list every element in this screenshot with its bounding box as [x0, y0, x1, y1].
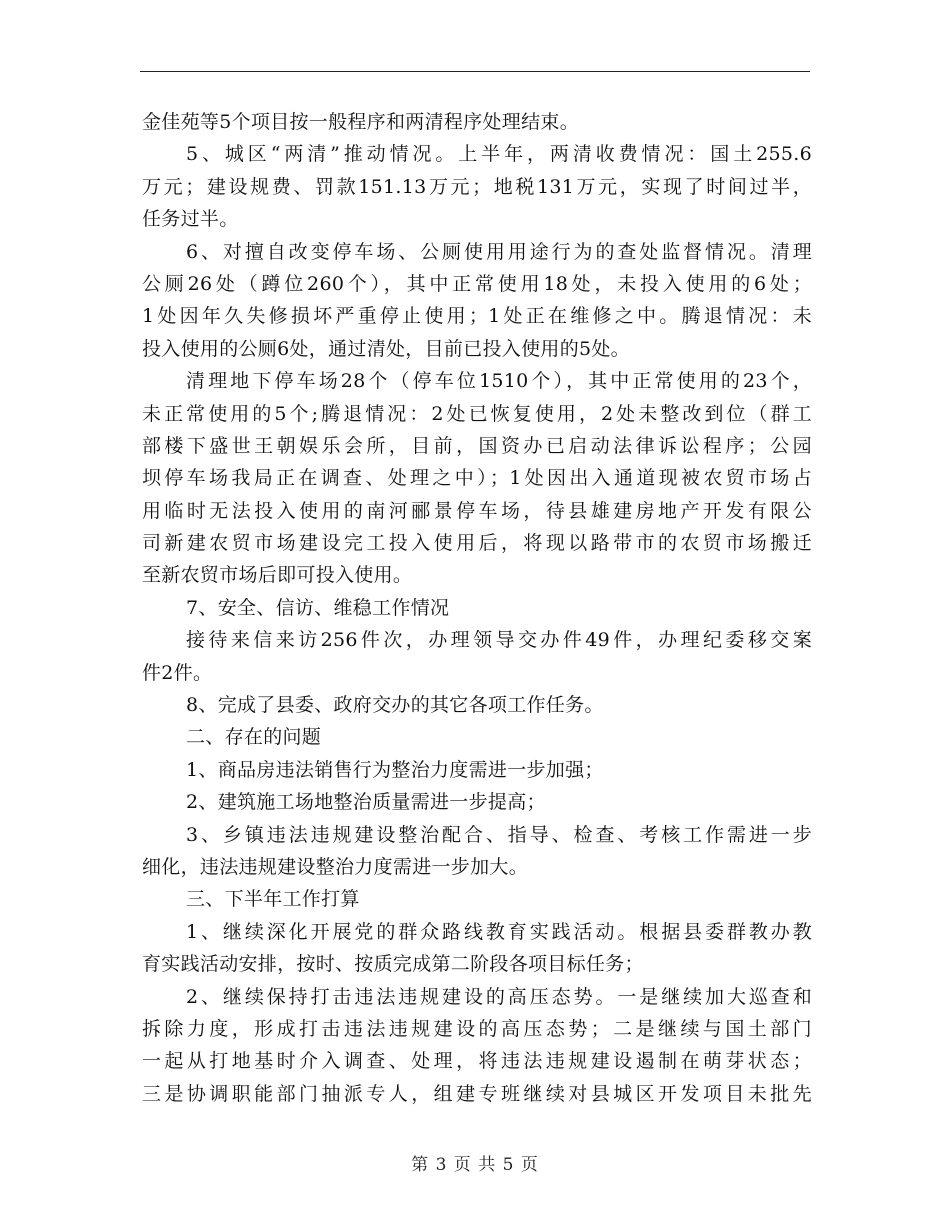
text-line: 用临时无法投入使用的南河郦景停车场，待县雄建房地产开发有限公 — [142, 499, 812, 522]
text-line: 2、继续保持打击违法违规建设的高压态势。一是继续加大巡查和 — [186, 985, 812, 1008]
page-footer: 第 3 页 共 5 页 — [411, 1155, 539, 1175]
header-rule — [140, 71, 810, 72]
text-line: 一起从打地基时介入调查、处理，将违法违规建设遏制在萌芽状态； — [142, 1050, 812, 1073]
text-line: 1处因年久失修损坏严重停止使用；1处正在维修之中。腾退情况：未 — [142, 305, 812, 328]
text-line: 投入使用的公厕6处，通过清处，目前已投入使用的5处。 — [142, 337, 630, 360]
text-line: 坝停车场我局正在调查、处理之中）；1处因出入通道现被农贸市场占 — [142, 467, 812, 490]
text-line: 1、继续深化开展党的群众路线教育实践活动。根据县委群教办教 — [186, 920, 812, 943]
text-line: 2、建筑施工场地整治质量需进一步提高； — [186, 791, 546, 814]
text-line: 司新建农贸市场建设完工投入使用后，将现以路带市的农贸市场搬迁 — [142, 532, 812, 555]
text-line: 5、城区“两清”推动情况。上半年，两清收费情况：国土255.6 — [186, 143, 812, 166]
text-line: 细化，违法违规建设整治力度需进一步加大。 — [142, 855, 529, 878]
text-line: 拆除力度，形成打击违法违规建设的高压态势；二是继续与国土部门 — [142, 1017, 812, 1040]
text-line: 公厕26处（蹲位260个），其中正常使用18处，未投入使用的6处； — [142, 272, 812, 295]
text-line: 8、完成了县委、政府交办的其它各项工作任务。 — [186, 694, 604, 717]
text-line: 万元；建设规费、罚款151.13万元；地税131万元，实现了时间过半， — [142, 175, 812, 198]
text-line: 未正常使用的5个;腾退情况：2处已恢复使用，2处未整改到位（群工 — [142, 402, 812, 425]
text-line: 二、存在的问题 — [186, 726, 322, 749]
text-line: 1、商品房违法销售行为整治力度需进一步加强； — [186, 758, 604, 781]
text-line: 清理地下停车场28个（停车位1510个），其中正常使用的23个， — [186, 370, 812, 393]
text-line: 三、下半年工作打算 — [186, 888, 360, 911]
text-line: 7、安全、信访、维稳工作情况 — [186, 596, 450, 619]
text-line: 至新农贸市场后即可投入使用。 — [142, 564, 413, 587]
text-line: 任务过半。 — [142, 208, 239, 231]
text-line: 育实践活动安排，按时、按质完成第二阶段各项目标任务； — [142, 953, 644, 976]
text-line: 金佳苑等5个项目按一般程序和两清程序处理结束。 — [142, 111, 579, 133]
text-line: 件2件。 — [142, 661, 213, 684]
text-line: 三是协调职能部门抽派专人，组建专班继续对县城区开发项目未批先 — [142, 1082, 812, 1105]
text-line: 3、乡镇违法违规建设整治配合、指导、检查、考核工作需进一步 — [186, 823, 812, 846]
document-body — [142, 106, 812, 1110]
text-line: 6、对擅自改变停车场、公厕使用用途行为的查处监督情况。清理 — [186, 240, 812, 263]
text-line: 部楼下盛世王朝娱乐会所，目前，国资办已启动法律诉讼程序；公园 — [142, 434, 812, 457]
text-line: 接待来信来访256件次，办理领导交办件49件，办理纪委移交案 — [186, 629, 812, 652]
